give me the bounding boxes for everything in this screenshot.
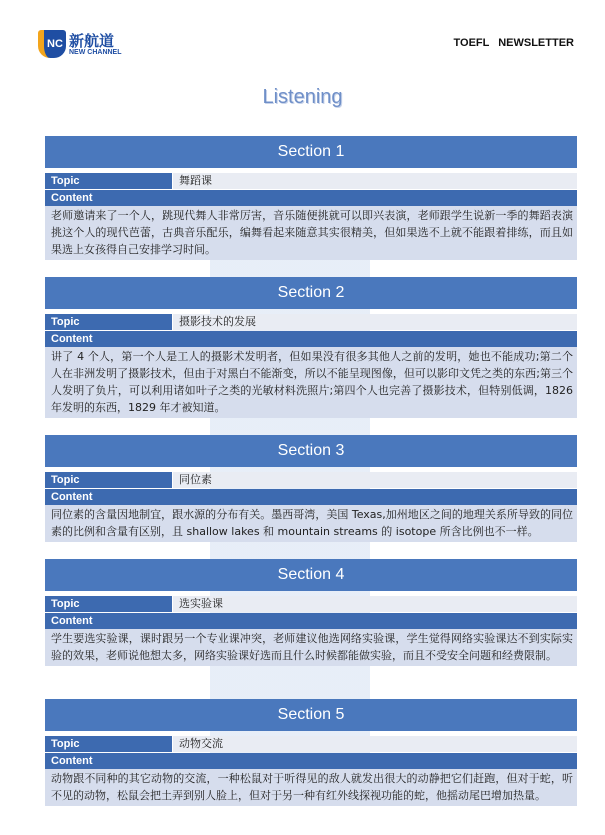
section-1 bbox=[45, 136, 577, 260]
topic-label: Topic bbox=[45, 596, 172, 612]
brand-english: NEW CHANNEL bbox=[69, 48, 122, 56]
topic-label: Topic bbox=[45, 314, 172, 330]
topic-value: 摄影技术的发展 bbox=[172, 314, 577, 330]
section-heading: Section 3 bbox=[45, 435, 577, 467]
content-label: Content bbox=[45, 331, 577, 347]
content-label: Content bbox=[45, 753, 577, 769]
section-2 bbox=[45, 277, 577, 418]
newsletter-title: TOEFL NEWSLETTER bbox=[453, 37, 574, 49]
topic-value: 选实验课 bbox=[172, 596, 577, 612]
section-5 bbox=[45, 699, 577, 806]
content-label: Content bbox=[45, 190, 577, 206]
logo bbox=[38, 30, 122, 58]
section-heading: Section 1 bbox=[45, 136, 577, 168]
logo-shield-icon bbox=[38, 30, 66, 58]
topic-label: Topic bbox=[45, 736, 172, 752]
logo-letters: NC bbox=[47, 38, 63, 50]
section-3 bbox=[45, 435, 577, 542]
page-title: Listening bbox=[262, 86, 343, 108]
content-text: 学生要选实验课，课时跟另一个专业课冲突，老师建议他选网络实验课，学生觉得网络实验课达不到实际实验的效果，老师说他想太多，网络实验课好选而且什么时候都能做实验，而且不受安全问题和经费限制。 bbox=[45, 629, 577, 666]
content-text: 老师邀请来了一个人，跳现代舞人非常厉害，音乐随便挑就可以即兴表演，老师跟学生说新一季的舞蹈表演挑这个人的现代芭蕾，古典音乐配乐，编舞看起来随意其实很精美，但如果选不上就不能跟着排练，而且如果选上女孩得自己安排学习时间。 bbox=[45, 206, 577, 260]
section-heading: Section 5 bbox=[45, 699, 577, 731]
topic-value: 舞蹈课 bbox=[172, 173, 577, 189]
content-label: Content bbox=[45, 489, 577, 505]
content-label: Content bbox=[45, 613, 577, 629]
section-heading: Section 2 bbox=[45, 277, 577, 309]
topic-value: 同位素 bbox=[172, 472, 577, 488]
content-text: 同位素的含量因地制宜，跟水源的分布有关。墨西哥湾，美国 Texas,加州地区之间的地理关系所导致的同位素的比例和含量有区别，且 shallow lakes 和 mountain streams 的 isotope 所含比例也不一样。 bbox=[45, 505, 577, 542]
section-4 bbox=[45, 559, 577, 666]
topic-value: 动物交流 bbox=[172, 736, 577, 752]
topic-label: Topic bbox=[45, 173, 172, 189]
brand-chinese: 新航道 bbox=[69, 31, 115, 50]
topic-label: Topic bbox=[45, 472, 172, 488]
content-text: 讲了 4 个人，第一个人是工人的摄影术发明者，但如果没有很多其他人之前的发明，她也不能成功;第二个人在非洲发明了摄影技术，但由于对黑白不能渐变，所以不能呈现图像，但可以影印文凭之类的东西;第三个人发明了负片，可以利用诸如叶子之类的光敏材料洗照片;第四个人也完善了摄影技术，但特别低调，1826 年发明的东西，1829 年才被知道。 bbox=[45, 347, 577, 418]
section-heading: Section 4 bbox=[45, 559, 577, 591]
content-text: 动物跟不同种的其它动物的交流，一种松鼠对于听得见的敌人就发出很大的动静把它们赶跑，但对于蛇，听不见的动物，松鼠会把土弄到别人脸上，但对于另一种有红外线探视功能的蛇，他摇动尾巴增加热量。 bbox=[45, 769, 577, 806]
